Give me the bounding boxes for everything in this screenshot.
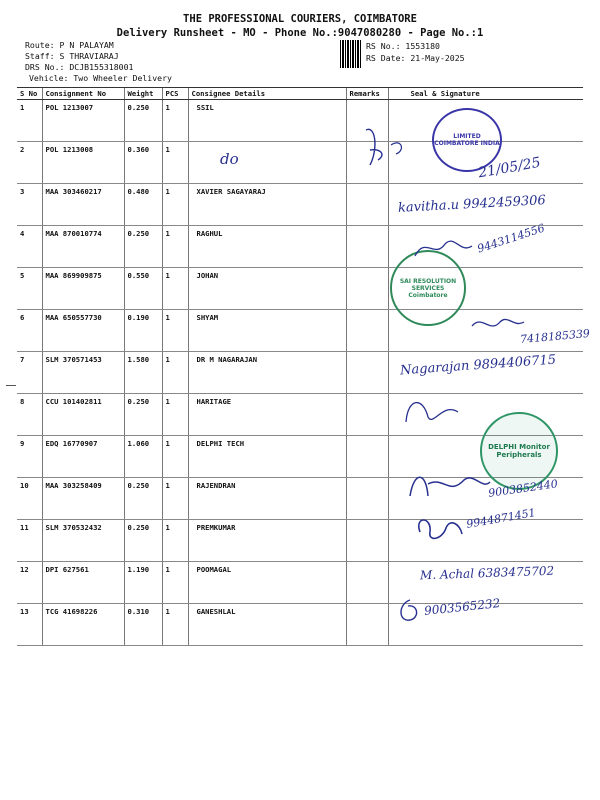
cell-sno: 1 (17, 100, 42, 142)
col-weight: Weight (124, 88, 162, 100)
signature-scribble-10 (404, 466, 494, 506)
signature-scribble-8 (398, 392, 468, 432)
cell-pcs: 1 (162, 310, 188, 352)
staff-label: Staff: S THRAVIARAJ (25, 51, 119, 61)
cell-pcs: 1 (162, 100, 188, 142)
cell-pcs: 1 (162, 394, 188, 436)
rs-number: RS No.: 1553180 (366, 41, 440, 51)
cell-consignment: MAA 650557730 (42, 310, 124, 352)
cell-consignee: GANESHLAL (188, 604, 346, 646)
cell-remarks (346, 478, 388, 520)
handwritten-premkumar-phone: 9944871451 (465, 506, 537, 531)
cell-weight: 0.250 (124, 478, 162, 520)
cell-consignee: DR M NAGARAJAN (188, 352, 346, 394)
cell-sno: 10 (17, 478, 42, 520)
cell-consignment: EDQ 16770907 (42, 436, 124, 478)
cell-weight: 0.250 (124, 520, 162, 562)
handwritten-rajendran-phone: 9003852440 (487, 477, 559, 500)
cell-sno: 7 (17, 352, 42, 394)
ditto-mark: do (220, 150, 239, 168)
cell-pcs: 1 (162, 520, 188, 562)
table-row (17, 268, 583, 310)
cell-consignment: POL 1213007 (42, 100, 124, 142)
cell-sno: 8 (17, 394, 42, 436)
cell-sno: 11 (17, 520, 42, 562)
cell-consignment: CCU 101402811 (42, 394, 124, 436)
cell-pcs: 1 (162, 604, 188, 646)
cell-sno: 9 (17, 436, 42, 478)
cell-weight: 1.580 (124, 352, 162, 394)
cell-weight: 0.480 (124, 184, 162, 226)
cell-consignee (188, 142, 346, 184)
cell-consignee: XAVIER SAGAYARAJ (188, 184, 346, 226)
cell-consignment: MAA 303460217 (42, 184, 124, 226)
table-header-row (17, 88, 583, 100)
cell-consignment: MAA 303258409 (42, 478, 124, 520)
cell-weight: 0.550 (124, 268, 162, 310)
cell-weight: 0.310 (124, 604, 162, 646)
cell-weight: 1.060 (124, 436, 162, 478)
delphi-stamp: DELPHI Monitor Peripherals (480, 412, 558, 490)
cell-consignee: RAGHUL (188, 226, 346, 268)
cell-sno: 6 (17, 310, 42, 352)
cell-remarks (346, 352, 388, 394)
cell-consignment: POL 1213008 (42, 142, 124, 184)
handwritten-date: 21/05/25 (477, 154, 542, 182)
cell-pcs: 1 (162, 478, 188, 520)
cell-consignment: SLM 370571453 (42, 352, 124, 394)
company-seal-stamp: LIMITED COIMBATORE INDIA (432, 108, 502, 172)
cell-consignee: SSIL (188, 100, 346, 142)
cell-weight: 0.250 (124, 100, 162, 142)
cell-remarks (346, 226, 388, 268)
cell-consignee: JOHAN (188, 268, 346, 310)
cell-pcs: 1 (162, 226, 188, 268)
company-title: THE PROFESSIONAL COURIERS, COIMBATORE (183, 13, 417, 25)
cell-consignment: MAA 869909875 (42, 268, 124, 310)
col-consignment: Consignment No (42, 88, 124, 100)
col-remarks: Remarks (346, 88, 388, 100)
table-body (17, 100, 583, 646)
cell-consignee: HARITAGE (188, 394, 346, 436)
handwritten-raghul-phone: 9443114556 (475, 221, 547, 256)
cell-weight: 0.250 (124, 226, 162, 268)
cell-pcs: 1 (162, 142, 188, 184)
cell-consignee: POOMAGAL (188, 562, 346, 604)
cell-remarks (346, 268, 388, 310)
signature-scribble-1 (356, 120, 436, 180)
cell-consignee: SHYAM (188, 310, 346, 352)
runsheet-subtitle: Delivery Runsheet - MO - Phone No.:9047080280 - Page No.:1 (116, 27, 484, 39)
cell-consignee: PREMKUMAR (188, 520, 346, 562)
route-label: Route: P N PALAYAM (25, 40, 114, 50)
signature-scribble-13 (396, 596, 422, 626)
cell-weight: 1.190 (124, 562, 162, 604)
handwritten-kavitha: kavitha.u 9942459306 (397, 193, 547, 216)
barcode (340, 40, 362, 68)
cell-remarks (346, 520, 388, 562)
cell-remarks (346, 436, 388, 478)
col-signature: Seal & Signature (388, 88, 583, 100)
cell-remarks (346, 604, 388, 646)
cell-consignment: TCG 41698226 (42, 604, 124, 646)
cell-pcs: 1 (162, 562, 188, 604)
margin-tick (6, 385, 16, 386)
drs-number: DRS No.: DCJB155318001 (25, 62, 134, 72)
handwritten-poomagal: M. Achal 6383475702 (419, 563, 555, 583)
cell-pcs: 1 (162, 436, 188, 478)
cell-consignment: DPI 627561 (42, 562, 124, 604)
table-row (17, 520, 583, 562)
cell-remarks (346, 184, 388, 226)
handwritten-shyam-phone: 7418185339 (519, 326, 591, 347)
cell-sno: 5 (17, 268, 42, 310)
cell-consignment: MAA 870010774 (42, 226, 124, 268)
col-sno: S No (17, 88, 42, 100)
cell-sno: 4 (17, 226, 42, 268)
cell-sno: 3 (17, 184, 42, 226)
cell-remarks (346, 562, 388, 604)
cell-pcs: 1 (162, 268, 188, 310)
cell-weight: 0.250 (124, 394, 162, 436)
col-pcs: PCS (162, 88, 188, 100)
cell-weight: 0.360 (124, 142, 162, 184)
cell-pcs: 1 (162, 184, 188, 226)
cell-sno: 2 (17, 142, 42, 184)
handwritten-nagarajan: Nagarajan 9894406715 (399, 352, 557, 379)
cell-remarks (346, 310, 388, 352)
cell-sno: 13 (17, 604, 42, 646)
sai-resolution-stamp: SAI RESOLUTION SERVICES Coimbatore (390, 250, 466, 326)
cell-weight: 0.190 (124, 310, 162, 352)
signature-scribble-4 (410, 234, 480, 264)
cell-consignment: SLM 370532432 (42, 520, 124, 562)
cell-sno: 12 (17, 562, 42, 604)
vehicle-label: Vehicle: Two Wheeler Delivery (29, 73, 172, 83)
col-consignee: Consignee Details (188, 88, 346, 100)
cell-consignee: RAJENDRAN (188, 478, 346, 520)
cell-pcs: 1 (162, 352, 188, 394)
cell-remarks (346, 394, 388, 436)
rs-date: RS Date: 21-May-2025 (366, 53, 465, 63)
handwritten-ganeshlal-phone: 9003565232 (423, 596, 501, 618)
signature-scribble-11 (412, 510, 468, 544)
cell-consignee: DELPHI TECH (188, 436, 346, 478)
